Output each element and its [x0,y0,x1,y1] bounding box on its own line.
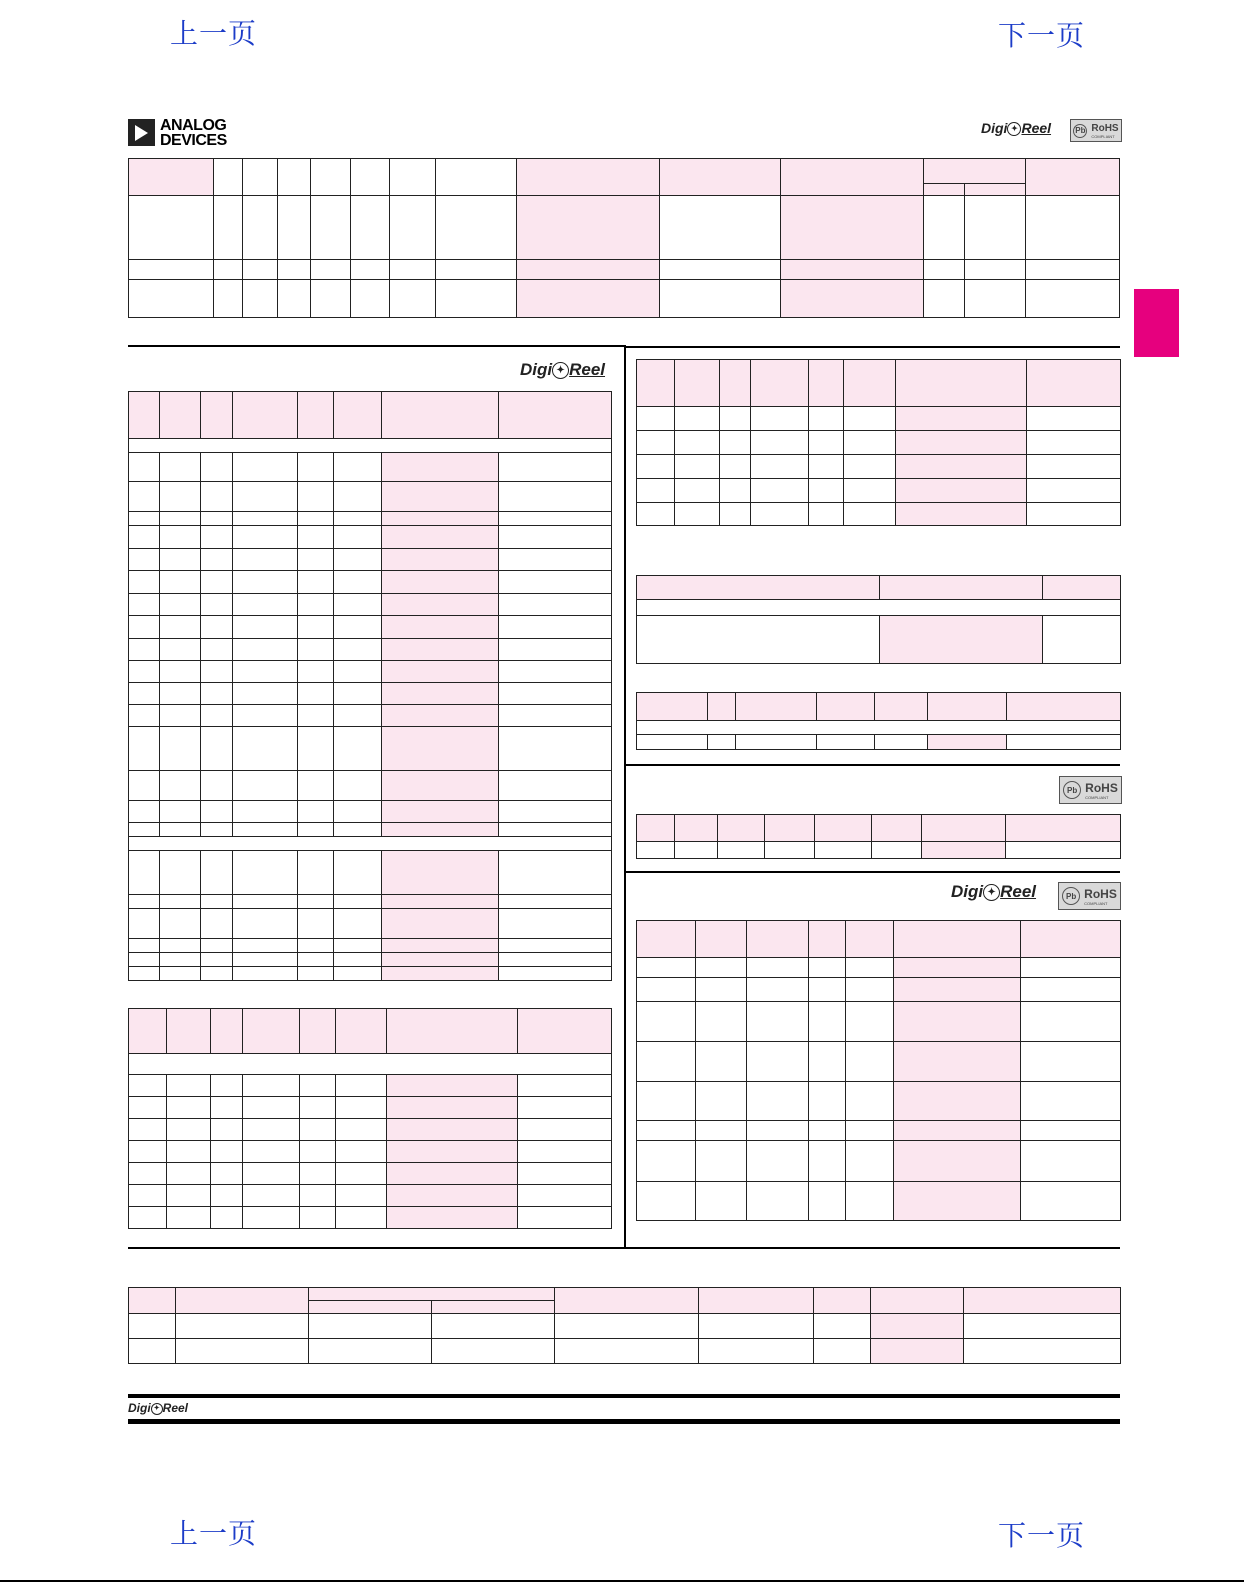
table-row [129,683,612,705]
table-row [637,407,1121,431]
analog-devices-logo-text [160,118,227,148]
table-row [637,1082,1121,1121]
table-group-row [637,600,1121,616]
table-row [129,727,612,771]
section-divider [624,871,1120,873]
table-row [129,482,612,512]
no-lead-icon: Pb [1062,887,1080,905]
table-row [129,639,612,661]
rohs-badge-right: Pb RoHS COMPLIANT [1058,882,1121,910]
table-row [637,1141,1121,1182]
table-row [637,1002,1121,1042]
table-row [129,392,612,439]
digireel-star-icon: ✦ [1007,122,1021,136]
table-row [129,453,612,482]
section-divider [624,346,1120,348]
table-row [637,503,1121,526]
page-edge-line [0,1580,1244,1582]
table-row [637,693,1121,721]
right-product-table-3 [636,692,1121,750]
table-row [637,455,1121,479]
digireel-star-icon: ✦ [151,1403,163,1415]
table-row [129,571,612,594]
table-row [637,431,1121,455]
table-row [129,1288,1121,1301]
analog-devices-logo-mark [128,119,155,146]
table-row [129,196,1120,260]
right-product-table-2 [636,575,1121,664]
table-row [129,705,612,727]
table-group-row [637,721,1121,735]
table-row [637,479,1121,503]
right-product-table-4 [636,814,1121,859]
table-row [637,921,1121,958]
table-row [129,967,612,981]
no-lead-icon: Pb [1073,124,1087,138]
table-row [129,159,1120,184]
table-row [129,1075,612,1097]
table-row [129,1339,1121,1364]
table-row [637,842,1121,859]
table-row [129,661,612,683]
table-group-row [129,439,612,453]
table-row [637,616,1121,664]
rohs-badge-middle: Pb RoHS COMPLIANT [1059,776,1122,804]
table-row [129,1163,612,1185]
table-row [637,735,1121,750]
table-row [129,594,612,616]
table-row [637,978,1121,1002]
column-divider [624,345,626,1249]
footer-rule-top [128,1394,1120,1398]
table-row [129,895,612,909]
no-lead-icon: Pb [1063,781,1081,799]
right-product-table-5 [636,920,1121,1221]
table-row [637,576,1121,600]
table-row [129,526,612,549]
table-row [129,953,612,967]
rohs-badge-top: Pb RoHS COMPLIANT [1070,119,1122,142]
bottom-product-table [128,1287,1121,1364]
table-row [129,616,612,639]
table-group-row [129,837,612,851]
table-row [129,1119,612,1141]
digireel-star-icon: ✦ [983,884,1000,901]
table-row [129,823,612,837]
table-row [129,771,612,801]
top-product-table [128,158,1120,318]
prev-page-link-bottom[interactable]: 上一页 [170,1517,258,1550]
digireel-badge-footer: Digi ✦ Reel [128,1401,189,1415]
table-row [129,512,612,526]
table-row [637,815,1121,842]
left-lower-table [128,1008,612,1229]
digireel-badge-left: Digi ✦ Reel [520,360,606,379]
table-row [129,1141,612,1163]
table-row [129,851,612,895]
section-divider [624,764,1120,766]
table-row [129,1097,612,1119]
section-divider [128,345,624,347]
section-side-tab [1134,289,1179,357]
table-row [637,1182,1121,1221]
table-row [637,958,1121,978]
table-row [129,1009,612,1054]
next-page-link-bottom[interactable]: 下一页 [998,1519,1086,1552]
left-product-table [128,391,612,981]
right-product-table-1 [636,359,1121,526]
footer-rule-bottom [128,1419,1120,1424]
table-row [129,260,1120,280]
table-row [129,280,1120,318]
table-row [129,549,612,571]
table-row [129,909,612,939]
table-row [129,1207,612,1229]
table-row [129,1185,612,1207]
table-row [637,360,1121,407]
next-page-link-top[interactable]: 下一页 [998,19,1086,52]
prev-page-link-top[interactable]: 上一页 [170,17,258,50]
brand-line1: ANALOG [160,117,227,134]
digireel-badge-top: Digi ✦ Reel [981,120,1052,136]
brand-line2: DEVICES [160,132,227,149]
table-group-row [129,1054,612,1075]
table-row [129,1314,1121,1339]
table-row [129,801,612,823]
table-row [129,939,612,953]
table-row [637,1042,1121,1082]
digireel-badge-right: Digi ✦ Reel [951,882,1037,901]
section-divider [128,1247,1120,1249]
table-row [637,1121,1121,1141]
digireel-star-icon: ✦ [552,362,569,379]
